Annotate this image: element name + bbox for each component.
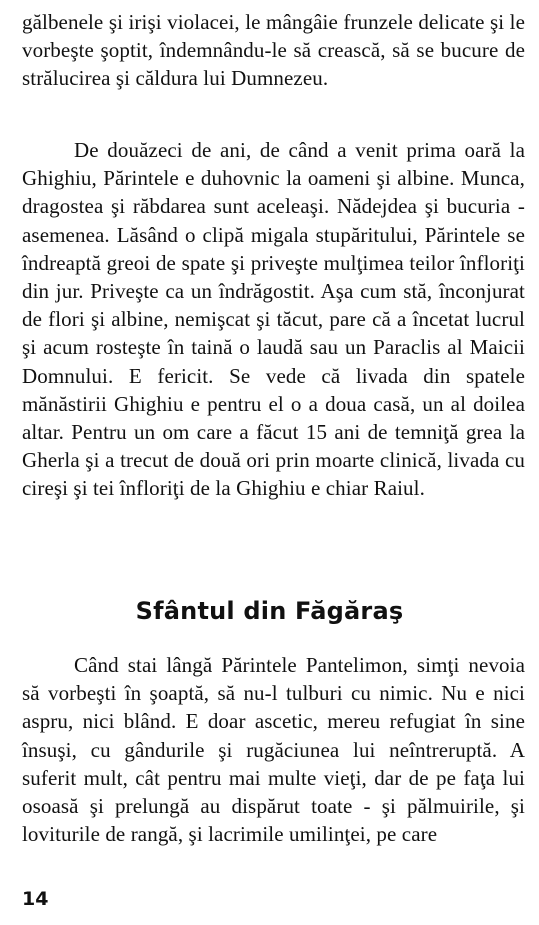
section-heading: Sfântul din Făgăraş [135,597,404,625]
paragraph-text: Când stai lângă Părintele Pantelimon, simţi nevoia să vorbeşti în şoaptă, să nu-l tulburi cu nimic. Nu e nici aspru, nici blând. E doar ascetic, mereu refugiat în sine însuşi, cu gândurile şi rugăciunea lui neîntreruptă. A suferit mult, cât pentru mai multe vieţi, dar de pe faţa lui osoasă şi prelungă au dispărut toate - şi pălmuirile, şi loviturile de rangă, şi lacrimile umilinţei, pe care [22,653,525,847]
page-number: 14 [22,888,49,910]
paragraph-ghighiu [22,136,525,503]
paragraph-pantelimon [22,651,525,848]
paragraph-text: gălbenele şi irişi violacei, le mângâie frunzele delicate şi le vorbeşte şoptit, îndemnându-le să crească, să se bucure de strălucirea şi căldura lui Dumnezeu. [22,10,525,91]
paragraph-continuation [22,8,525,93]
paragraph-text: De douăzeci de ani, de când a venit prima oară la Ghighiu, Părintele e duhovnic la oameni şi albine. Munca, dragostea şi răbdarea sunt aceleaşi. Nădejdea şi bucuria - asemenea. Lăsând o clipă migala stupăritului, Părintele se îndreaptă greoi de spate şi priveşte mulţimea teilor înfloriţi din jur. Priveşte ca un îndrăgostit. Aşa cum stă, înconjurat de flori şi albine, nemişcat şi tăcut, pare că a încetat lucrul şi acum rosteşte în taină o laudă sau un Paraclis al Maicii Domnului. E fericit. Se vede că livada din spatele mănăstirii Ghighiu e pentru el o a doua casă, un al doilea altar. Pentru un om care a făcut 15 ani de temniţă grea la Gherla şi a trecut de două ori prin moarte clinică, livada cu cireşi şi tei înfloriţi de la Ghighiu e chiar Raiul. [22,138,525,501]
